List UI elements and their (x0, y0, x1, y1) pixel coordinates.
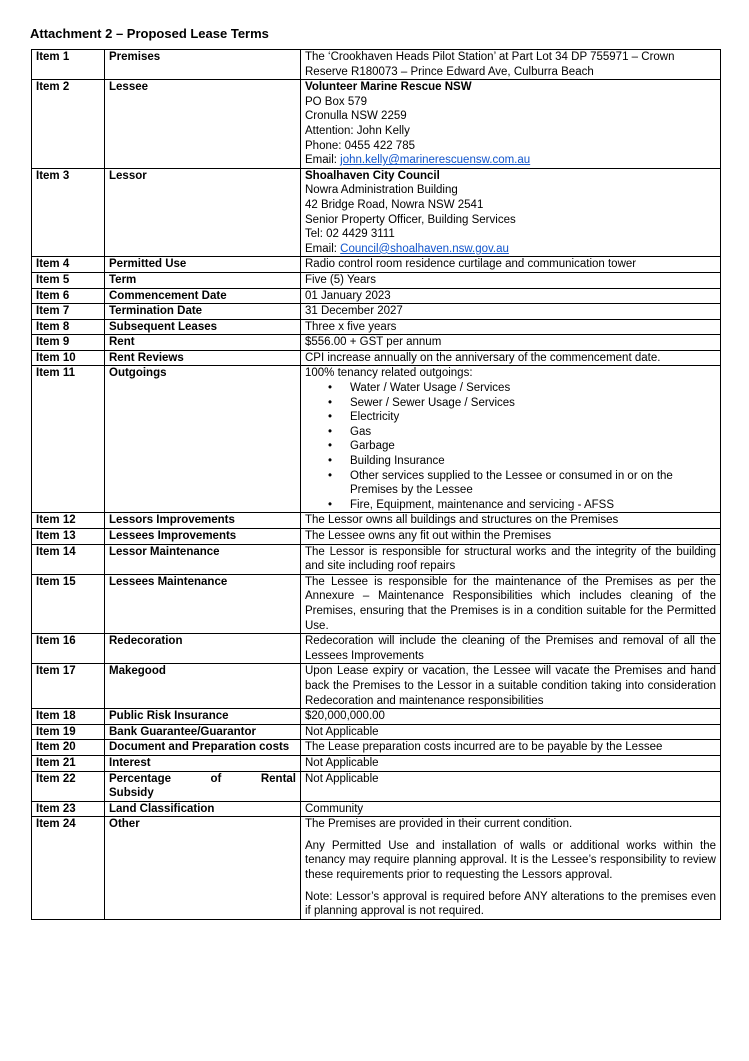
email-prefix: Email: (305, 154, 337, 167)
term-value: CPI increase annually on the anniversary of the commencement date. (301, 350, 721, 366)
term-label: Premises (105, 50, 301, 80)
list-item: • Other services supplied to the Lessee or consumed in or on the Premises by the Lessee (305, 469, 716, 498)
item-number: Item 13 (32, 529, 105, 545)
lessee-attention: Attention: John Kelly (305, 124, 410, 137)
item-number: Item 10 (32, 350, 105, 366)
other-details (301, 817, 721, 920)
term-label: Other (105, 817, 301, 920)
lessee-details (301, 80, 721, 169)
term-value: The Lessor is responsible for structural works and the integrity of the building and site including roof repairs (301, 544, 721, 574)
table-row (32, 634, 721, 664)
term-value: Three x five years (301, 319, 721, 335)
item-number: Item 6 (32, 288, 105, 304)
paragraph: Note: Lessor’s approval is required before ANY alterations to the premises even if planning approval is not required. (305, 890, 716, 918)
table-row (32, 544, 721, 574)
label-line-2: Subsidy (109, 787, 154, 800)
table-row (32, 350, 721, 366)
item-number: Item 24 (32, 817, 105, 920)
table-row (32, 50, 721, 80)
term-label: Lessors Improvements (105, 513, 301, 529)
term-label (105, 771, 301, 801)
term-value: $556.00 + GST per annum (301, 335, 721, 351)
term-value: Not Applicable (301, 755, 721, 771)
lessor-details (301, 168, 721, 257)
label-word: Rental (260, 772, 296, 785)
term-label: Outgoings (105, 366, 301, 513)
item-number: Item 1 (32, 50, 105, 80)
table-row (32, 288, 721, 304)
outgoings-list (305, 381, 716, 512)
term-value: Community (301, 801, 721, 817)
table-row (32, 257, 721, 273)
table-row (32, 272, 721, 288)
table-row (32, 168, 721, 257)
term-value: 01 January 2023 (301, 288, 721, 304)
document-title: Attachment 2 – Proposed Lease Terms (30, 26, 269, 41)
term-label: Lessor Maintenance (105, 544, 301, 574)
table-row (32, 366, 721, 513)
term-value: Not Applicable (301, 771, 721, 801)
list-item: • Water / Water Usage / Services (305, 381, 716, 396)
label-word: of (210, 772, 222, 785)
lessee-address-1: PO Box 579 (305, 95, 368, 108)
lessor-tel: Tel: 02 4429 3111 (305, 228, 395, 241)
list-item: • Gas (305, 425, 716, 440)
term-value: The Lease preparation costs incurred are to be payable by the Lessee (301, 740, 721, 756)
item-number: Item 16 (32, 634, 105, 664)
list-item: • Fire, Equipment, maintenance and servicing - AFSS (305, 498, 716, 513)
term-label: Subsequent Leases (105, 319, 301, 335)
term-label: Redecoration (105, 634, 301, 664)
table-row (32, 513, 721, 529)
paragraph: The Premises are provided in their current condition. (305, 818, 573, 831)
item-number: Item 2 (32, 80, 105, 169)
item-number: Item 4 (32, 257, 105, 273)
term-value: Not Applicable (301, 724, 721, 740)
table-row (32, 574, 721, 633)
item-number: Item 18 (32, 709, 105, 725)
table-row (32, 319, 721, 335)
term-value: $20,000,000.00 (301, 709, 721, 725)
lessee-email-line (305, 153, 716, 168)
outgoings-intro: 100% tenancy related outgoings: (305, 367, 473, 380)
list-item: • Building Insurance (305, 454, 716, 469)
term-label: Interest (105, 755, 301, 771)
term-label: Rent Reviews (105, 350, 301, 366)
term-label: Bank Guarantee/Guarantor (105, 724, 301, 740)
item-number: Item 21 (32, 755, 105, 771)
lessor-email-link[interactable]: Council@shoalhaven.nsw.gov.au (340, 242, 509, 255)
term-value: Radio control room residence curtilage and communication tower (301, 257, 721, 273)
item-number: Item 11 (32, 366, 105, 513)
term-value: The ‘Crookhaven Heads Pilot Station’ at Part Lot 34 DP 755971 – Crown Reserve R180073 – Prince Edward Ave, Culburra Beach (301, 50, 721, 80)
term-label: Lessees Improvements (105, 529, 301, 545)
table-row (32, 817, 721, 920)
term-label: Term (105, 272, 301, 288)
term-label: Lessee (105, 80, 301, 169)
table-row (32, 724, 721, 740)
list-item: • Garbage (305, 439, 716, 454)
lessee-address-2: Cronulla NSW 2259 (305, 110, 407, 123)
list-item: • Sewer / Sewer Usage / Services (305, 396, 716, 411)
lessee-email-link[interactable]: john.kelly@marinerescuensw.com.au (340, 154, 531, 167)
item-number: Item 17 (32, 664, 105, 709)
outgoings-details (301, 366, 721, 513)
table-row (32, 664, 721, 709)
term-value: Upon Lease expiry or vacation, the Lessee will vacate the Premises and hand back the Premises to the Lessor in a suitable condition taking into consideration Redecoration and maintenance responsibilities (301, 664, 721, 709)
table-row (32, 304, 721, 320)
term-label: Document and Preparation costs (105, 740, 301, 756)
term-label: Makegood (105, 664, 301, 709)
table-row (32, 335, 721, 351)
item-number: Item 8 (32, 319, 105, 335)
term-value: Five (5) Years (301, 272, 721, 288)
email-prefix: Email: (305, 242, 337, 255)
term-label: Land Classification (105, 801, 301, 817)
lessor-address-2: 42 Bridge Road, Nowra NSW 2541 (305, 198, 484, 211)
term-value: Redecoration will include the cleaning of the Premises and removal of all the Lessees Improvements (301, 634, 721, 664)
term-value: The Lessor owns all buildings and structures on the Premises (301, 513, 721, 529)
term-value: The Lessee owns any fit out within the Premises (301, 529, 721, 545)
label-line-1 (109, 772, 296, 787)
lessor-officer: Senior Property Officer, Building Services (305, 213, 516, 226)
item-number: Item 22 (32, 771, 105, 801)
item-number: Item 15 (32, 574, 105, 633)
item-number: Item 14 (32, 544, 105, 574)
item-number: Item 9 (32, 335, 105, 351)
lessor-name: Shoalhaven City Council (305, 169, 440, 182)
lease-terms-table (31, 49, 721, 920)
term-label: Public Risk Insurance (105, 709, 301, 725)
table-row (32, 529, 721, 545)
item-number: Item 20 (32, 740, 105, 756)
term-label: Lessor (105, 168, 301, 257)
list-item: • Electricity (305, 410, 716, 425)
paragraph: Any Permitted Use and installation of walls or additional works within the tenancy may require planning approval. It is the Lessee’s responsibility to review these requirements prior to requesting the Lessors approval. (305, 839, 716, 882)
term-label: Commencement Date (105, 288, 301, 304)
table-row (32, 80, 721, 169)
term-label: Permitted Use (105, 257, 301, 273)
item-number: Item 3 (32, 168, 105, 257)
label-word: Percentage (109, 772, 172, 785)
item-number: Item 12 (32, 513, 105, 529)
item-number: Item 23 (32, 801, 105, 817)
item-number: Item 19 (32, 724, 105, 740)
table-row (32, 755, 721, 771)
term-value: 31 December 2027 (301, 304, 721, 320)
term-label: Rent (105, 335, 301, 351)
lessee-name: Volunteer Marine Rescue NSW (305, 81, 472, 94)
item-number: Item 7 (32, 304, 105, 320)
table-row (32, 740, 721, 756)
lessee-phone: Phone: 0455 422 785 (305, 139, 415, 152)
term-value: The Lessee is responsible for the maintenance of the Premises as per the Annexure – Maintenance Responsibilities which includes cleaning of the Premises, ensuring that the Premises is in a condition suitable for the Permitted Use. (301, 574, 721, 633)
table-row (32, 771, 721, 801)
term-label: Termination Date (105, 304, 301, 320)
table-row (32, 801, 721, 817)
lessor-email-line (305, 242, 716, 257)
table-row (32, 709, 721, 725)
term-label: Lessees Maintenance (105, 574, 301, 633)
lessor-address-1: Nowra Administration Building (305, 184, 458, 197)
item-number: Item 5 (32, 272, 105, 288)
